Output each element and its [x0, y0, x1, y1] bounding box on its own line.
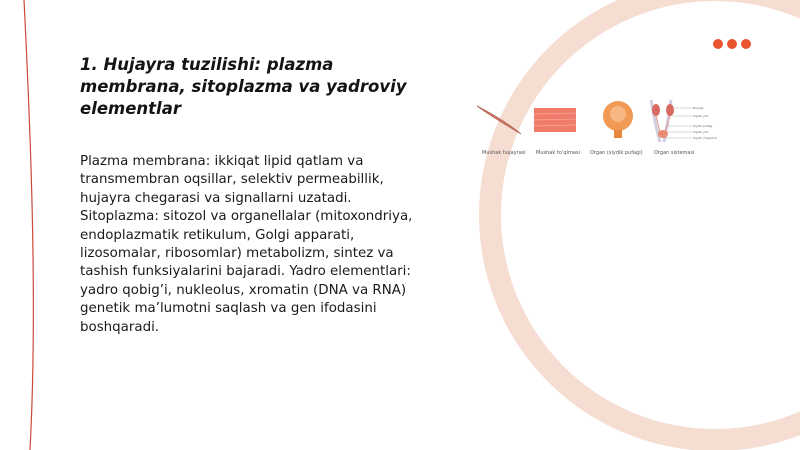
decorative-ring [490, 0, 800, 440]
muscle-cell-image [477, 106, 521, 134]
muscle-tissue-image [534, 108, 576, 132]
callout-ureter-2: Siydik yoli [693, 130, 709, 134]
bladder-image [603, 101, 633, 138]
callout-urethra: Siydik chiqarish [693, 136, 717, 140]
label-organ-bladder: Organ (siydik pufagi) [590, 150, 643, 156]
slide-title: 1. Hujayra tuzilishi: plazma membrana, sitoplazma va yadroviy elementlar [80, 55, 407, 118]
figure-illustration [474, 96, 734, 148]
decorative-dots [713, 39, 751, 49]
callout-bladder: Siydik pufagi [693, 124, 713, 128]
label-muscle-tissue: Mushak to‘qimasi [536, 150, 580, 156]
dot-icon [741, 39, 751, 49]
label-muscle-cell: Mushak hujayrasi [482, 150, 526, 156]
urinary-system-image [651, 100, 717, 142]
dot-icon [713, 39, 723, 49]
dot-icon [727, 39, 737, 49]
decorative-left-curve [24, 0, 33, 450]
label-organ-system: Organ sistemasi [654, 150, 695, 156]
callout-ureter: Siydik yoli [693, 114, 709, 118]
slide-body-text: Plazma membrana: ikkiqat lipid qatlam va transmembran oqsillar, selektiv permeabillik, hujayra chegarasi va signallarni uzatadi. Sitoplazma: sitozol va organellalar (mitoxondriya, endoplazmatik retikulum, Golgi apparati, lizosomalar, ribosomlar) metabolizm, sintez va tashish funksiyalarini bajaradi. Yadro elementlari: yadro qobig’i, nukleolus, xromatin (DNA va RNA) genetik ma’lumotni saqlash va gen ifodasini boshqaradi. [80, 154, 413, 335]
callout-kidney: Buyrak [693, 106, 704, 110]
organization-figure [474, 96, 734, 162]
